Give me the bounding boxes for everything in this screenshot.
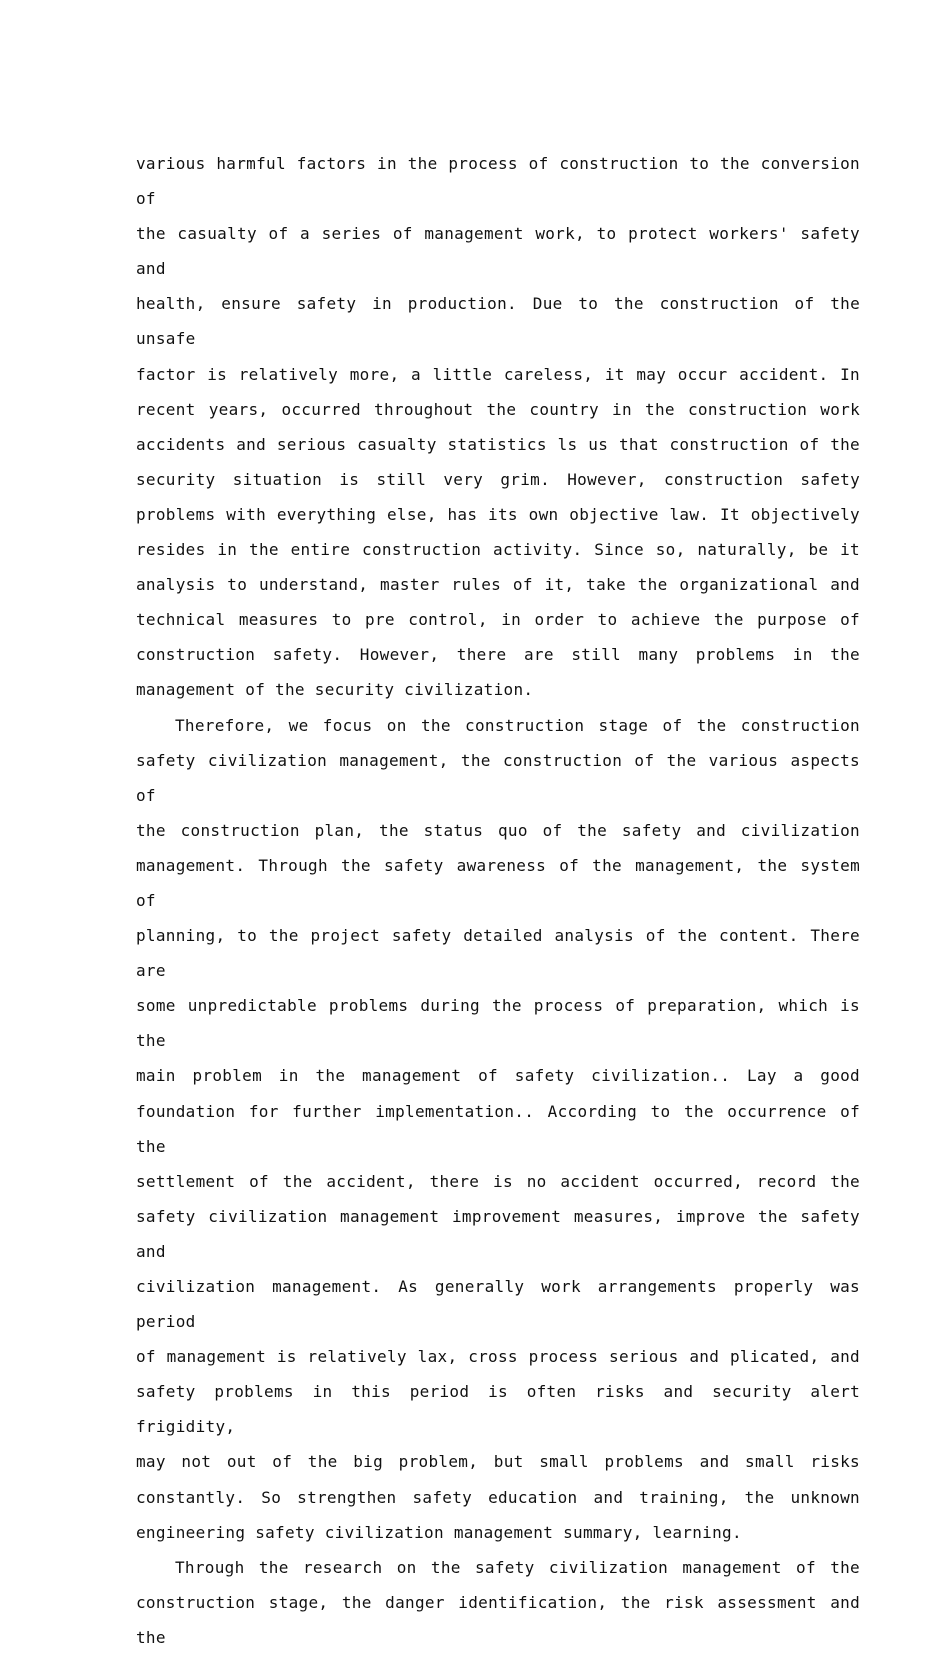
text-line: technical measures to pre control, in order to achieve the purpose of: [136, 610, 860, 630]
paragraph-2: [136, 708, 860, 1550]
text-line: settlement of the accident, there is no accident occurred, record the: [136, 1171, 860, 1191]
text-line: construction stage, the danger identification, the risk assessment and the: [136, 1592, 860, 1647]
text-line: recent years, occurred throughout the country in the construction work: [136, 399, 860, 419]
text-line: construction safety. However, there are still many problems in the: [136, 645, 860, 665]
text-line: of management is relatively lax, cross process serious and plicated, and: [136, 1347, 860, 1367]
text-line: safety problems in this period is often risks and security alert frigidity,: [136, 1382, 860, 1437]
paragraph-1: [136, 146, 860, 708]
text-line: security situation is still very grim. However, construction safety: [136, 469, 860, 489]
text-line: health, ensure safety in production. Due to the construction of the unsafe: [136, 294, 860, 349]
text-line: safety civilization management, the construction of the various aspects of: [136, 750, 860, 805]
paragraph-3: [136, 1550, 860, 1655]
text-line: the casualty of a series of management work, to protect workers' safety and: [136, 224, 860, 279]
text-line: constantly. So strengthen safety education and training, the unknown: [136, 1487, 860, 1507]
text-line: factor is relatively more, a little careless, it may occur accident. In: [136, 364, 860, 384]
text-line: accidents and serious casualty statistics ls us that construction of the: [136, 434, 860, 454]
text-line: main problem in the management of safety civilization.. Lay a good: [136, 1066, 860, 1086]
text-line: may not out of the big problem, but small problems and small risks: [136, 1452, 860, 1472]
text-line: engineering safety civilization management summary, learning.: [136, 1522, 742, 1542]
text-line: various harmful factors in the process of construction to the conversion of: [136, 154, 860, 209]
text-line: management of the security civilization.: [136, 680, 534, 700]
text-line: analysis to understand, master rules of it, take the organizational and: [136, 575, 860, 595]
text-line: Therefore, we focus on the construction stage of the construction: [175, 715, 860, 735]
text-line: Through the research on the safety civilization management of the: [175, 1557, 860, 1577]
text-line: planning, to the project safety detailed analysis of the content. There are: [136, 926, 860, 981]
body-text: [136, 146, 860, 1655]
text-line: some unpredictable problems during the process of preparation, which is the: [136, 996, 860, 1051]
text-line: management. Through the safety awareness of the management, the system of: [136, 855, 860, 910]
text-line: safety civilization management improvement measures, improve the safety and: [136, 1206, 860, 1261]
text-line: the construction plan, the status quo of the safety and civilization: [136, 820, 860, 840]
text-line: resides in the entire construction activity. Since so, naturally, be it: [136, 540, 860, 560]
text-line: civilization management. As generally work arrangements properly was period: [136, 1277, 860, 1332]
text-line: foundation for further implementation.. According to the occurrence of the: [136, 1101, 860, 1156]
text-line: problems with everything else, has its own objective law. It objectively: [136, 504, 860, 524]
